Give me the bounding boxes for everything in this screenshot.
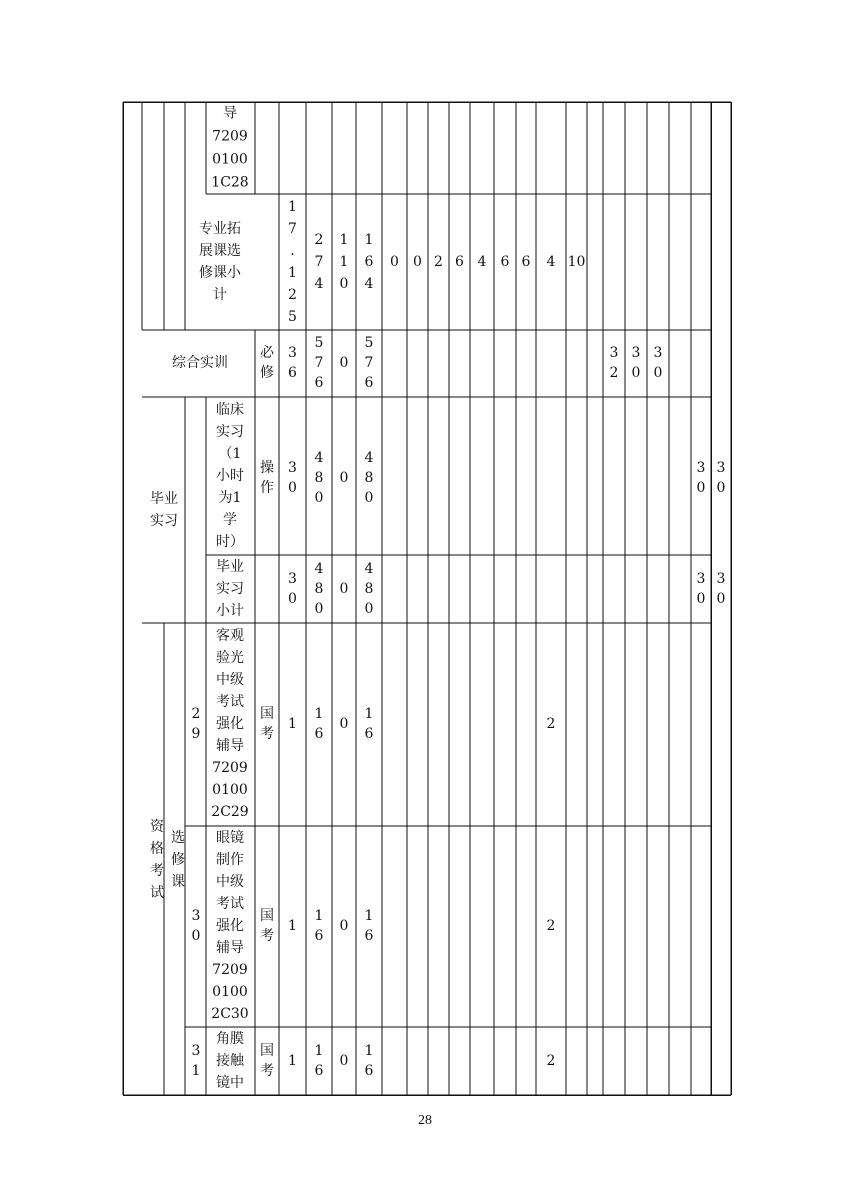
cell-value-w12: 3 bbox=[631, 345, 641, 361]
cell-value-total: 6 bbox=[314, 928, 324, 944]
group-label: 资 bbox=[150, 819, 164, 835]
course-name: 0100 bbox=[212, 984, 248, 1000]
cell-value-theory: 1 bbox=[339, 254, 349, 270]
cell-value-total: 6 bbox=[314, 375, 324, 391]
cell-value-practice: 4 bbox=[364, 561, 374, 577]
cell-value-credit: 7 bbox=[288, 221, 297, 237]
cell-value-practice: 8 bbox=[364, 470, 374, 486]
cell-value-type: 修 bbox=[260, 365, 274, 381]
cell-value-theory: 1 bbox=[339, 232, 349, 248]
cell-value-theory: 0 bbox=[339, 716, 349, 732]
course-name: 接触 bbox=[216, 1053, 244, 1069]
page-number: 28 bbox=[418, 1113, 432, 1128]
group-label: 实习 bbox=[150, 513, 178, 529]
cell-value-w3: 2 bbox=[434, 254, 443, 270]
cell-value-practice: 1 bbox=[364, 1043, 374, 1059]
cell-value-total: 6 bbox=[314, 726, 324, 742]
cell-value-total: 0 bbox=[314, 490, 324, 506]
cell-value-type: 必 bbox=[260, 345, 274, 361]
course-name: 考试 bbox=[216, 896, 244, 912]
cell-value-total: 8 bbox=[314, 470, 324, 486]
course-name: 2C30 bbox=[211, 1006, 249, 1022]
course-name: 为1 bbox=[218, 490, 242, 506]
course-name: 学 bbox=[223, 512, 237, 528]
course-name: 小计 bbox=[216, 603, 244, 619]
course-name: 导 bbox=[223, 105, 237, 122]
cell-value-total: 4 bbox=[314, 276, 324, 292]
course-name: 考试 bbox=[216, 694, 244, 710]
course-name: 2C29 bbox=[211, 804, 249, 820]
cell-value-w11: 3 bbox=[609, 345, 619, 361]
cell-value-credit: 3 bbox=[288, 460, 297, 476]
cell-value-w8: 2 bbox=[546, 918, 556, 934]
cell-value-w16: 0 bbox=[716, 591, 726, 607]
cell-value-theory: 0 bbox=[339, 276, 349, 292]
course-name: 中级 bbox=[216, 672, 244, 688]
cell-value-total: 6 bbox=[314, 1063, 324, 1079]
cell-value-w13: 0 bbox=[653, 365, 663, 381]
cell-value-w15: 0 bbox=[696, 480, 706, 496]
cell-value-type: 考 bbox=[260, 726, 274, 742]
cell-value-practice: 8 bbox=[364, 581, 374, 597]
course-name: 中级 bbox=[216, 874, 244, 890]
subtotal-label: 修课小 bbox=[199, 265, 241, 281]
cell-value-practice: 6 bbox=[364, 254, 374, 270]
cell-value-type: 国 bbox=[260, 1043, 274, 1059]
course-number: 3 bbox=[191, 1043, 201, 1059]
subtotal-label: 展课选 bbox=[199, 243, 241, 259]
cell-value-credit: 3 bbox=[288, 571, 297, 587]
subtotal-label: 专业拓 bbox=[199, 221, 241, 237]
cell-value-credit: 1 bbox=[288, 265, 297, 281]
cell-value-theory: 0 bbox=[339, 355, 349, 371]
course-name: 7209 bbox=[212, 760, 248, 776]
cell-value-practice: 1 bbox=[364, 232, 374, 248]
cell-value-w11: 2 bbox=[609, 365, 619, 381]
cell-value-total: 0 bbox=[314, 601, 324, 617]
cell-value-credit: 0 bbox=[288, 480, 297, 496]
cell-value-practice: 0 bbox=[364, 490, 374, 506]
cell-value-w15: 3 bbox=[696, 460, 706, 476]
cell-value-practice: 7 bbox=[364, 355, 374, 371]
subtotal-label: 计 bbox=[213, 287, 227, 303]
course-name: 时） bbox=[216, 534, 244, 550]
cell-value-w16: 3 bbox=[716, 571, 726, 587]
cell-value-total: 5 bbox=[314, 335, 324, 351]
cell-value-practice: 6 bbox=[364, 726, 374, 742]
cell-value-total: 1 bbox=[314, 908, 324, 924]
cell-value-credit: 1 bbox=[288, 716, 297, 732]
cell-value-practice: 4 bbox=[364, 450, 374, 466]
course-number: 9 bbox=[191, 726, 201, 742]
course-name: 辅导 bbox=[216, 940, 244, 956]
cell-value-w8: 4 bbox=[546, 254, 556, 270]
course-name: 0100 bbox=[212, 151, 248, 168]
cell-value-total: 2 bbox=[314, 232, 324, 248]
cell-value-credit: 5 bbox=[288, 309, 297, 325]
course-name: 7209 bbox=[212, 962, 248, 978]
cell-value-w16: 3 bbox=[716, 460, 726, 476]
cell-value-w16: 0 bbox=[716, 480, 726, 496]
course-name: 实习 bbox=[216, 581, 244, 597]
cell-value-w12: 0 bbox=[631, 365, 641, 381]
cell-value-practice: 6 bbox=[364, 375, 374, 391]
course-name: 毕业 bbox=[216, 559, 244, 575]
cell-value-w1: 0 bbox=[390, 254, 399, 270]
cell-value-practice: 1 bbox=[364, 706, 374, 722]
cell-value-w7: 6 bbox=[521, 254, 531, 270]
cell-value-type: 操 bbox=[260, 460, 274, 476]
cell-value-total: 8 bbox=[314, 581, 324, 597]
course-name: 验光 bbox=[216, 650, 244, 666]
group-label: 毕业 bbox=[150, 491, 178, 507]
cell-value-type: 考 bbox=[260, 928, 274, 944]
cell-value-credit: 0 bbox=[288, 591, 297, 607]
cell-value-total: 7 bbox=[314, 254, 324, 270]
cell-value-total: 7 bbox=[314, 355, 324, 371]
cell-value-w15: 3 bbox=[696, 571, 706, 587]
cell-value-w15: 0 bbox=[696, 591, 706, 607]
cell-value-w2: 0 bbox=[413, 254, 422, 270]
cell-value-w8: 2 bbox=[546, 1053, 556, 1069]
cell-value-credit: . bbox=[290, 243, 295, 259]
cell-value-w4: 6 bbox=[455, 254, 464, 270]
cell-value-total: 4 bbox=[314, 561, 324, 577]
course-name: 眼镜 bbox=[216, 830, 244, 846]
course-name: 镜中 bbox=[216, 1075, 244, 1091]
cell-value-practice: 0 bbox=[364, 601, 374, 617]
course-name: （1 bbox=[218, 446, 242, 462]
subgroup-label: 课 bbox=[171, 874, 185, 890]
cell-value-theory: 0 bbox=[339, 1053, 349, 1069]
cell-value-theory: 0 bbox=[339, 581, 349, 597]
course-name: 制作 bbox=[216, 852, 244, 868]
group-label: 试 bbox=[150, 885, 164, 901]
course-name: 临床 bbox=[216, 402, 244, 418]
course-name: 0100 bbox=[212, 782, 248, 798]
cell-value-type: 国 bbox=[260, 706, 274, 722]
course-name: 7209 bbox=[212, 128, 248, 145]
cell-value-total: 1 bbox=[314, 706, 324, 722]
cell-value-w9: 10 bbox=[567, 254, 586, 270]
course-number: 3 bbox=[191, 908, 201, 924]
cell-value-w13: 3 bbox=[653, 345, 663, 361]
cell-value-credit: 3 bbox=[288, 345, 297, 361]
cell-value-credit: 6 bbox=[288, 365, 297, 381]
course-number: 1 bbox=[191, 1063, 201, 1079]
cell-value-credit: 2 bbox=[288, 287, 297, 303]
course-name: 角膜 bbox=[216, 1031, 244, 1047]
subgroup-label: 修 bbox=[171, 852, 185, 868]
cell-value-practice: 6 bbox=[364, 928, 374, 944]
cell-value-credit: 1 bbox=[288, 1053, 297, 1069]
training-label: 综合实训 bbox=[172, 355, 228, 371]
course-number: 0 bbox=[191, 928, 201, 944]
cell-value-credit: 1 bbox=[288, 199, 297, 215]
cell-value-total: 4 bbox=[314, 450, 324, 466]
course-name: 小时 bbox=[216, 468, 244, 484]
course-name: 强化 bbox=[216, 716, 244, 732]
course-name: 实习 bbox=[216, 424, 244, 440]
course-name: 强化 bbox=[216, 918, 244, 934]
course-name: 客观 bbox=[216, 628, 244, 644]
cell-value-w5: 4 bbox=[477, 254, 487, 270]
course-name: 辅导 bbox=[216, 738, 244, 754]
cell-value-practice: 5 bbox=[364, 335, 374, 351]
cell-value-w6: 6 bbox=[500, 254, 510, 270]
group-label: 格 bbox=[150, 841, 164, 857]
cell-value-w8: 2 bbox=[546, 716, 556, 732]
cell-value-total: 1 bbox=[314, 1043, 324, 1059]
cell-value-theory: 0 bbox=[339, 470, 349, 486]
cell-value-type: 考 bbox=[260, 1063, 274, 1079]
cell-value-practice: 1 bbox=[364, 908, 374, 924]
course-name: 1C28 bbox=[211, 174, 249, 191]
cell-value-type: 作 bbox=[260, 480, 274, 496]
cell-value-type: 国 bbox=[260, 908, 274, 924]
subgroup-label: 选 bbox=[171, 830, 185, 846]
cell-value-credit: 1 bbox=[288, 918, 297, 934]
course-number: 2 bbox=[191, 706, 201, 722]
cell-value-practice: 4 bbox=[364, 276, 374, 292]
cell-value-practice: 6 bbox=[364, 1063, 374, 1079]
group-label: 考 bbox=[150, 863, 164, 879]
cell-value-theory: 0 bbox=[339, 918, 349, 934]
